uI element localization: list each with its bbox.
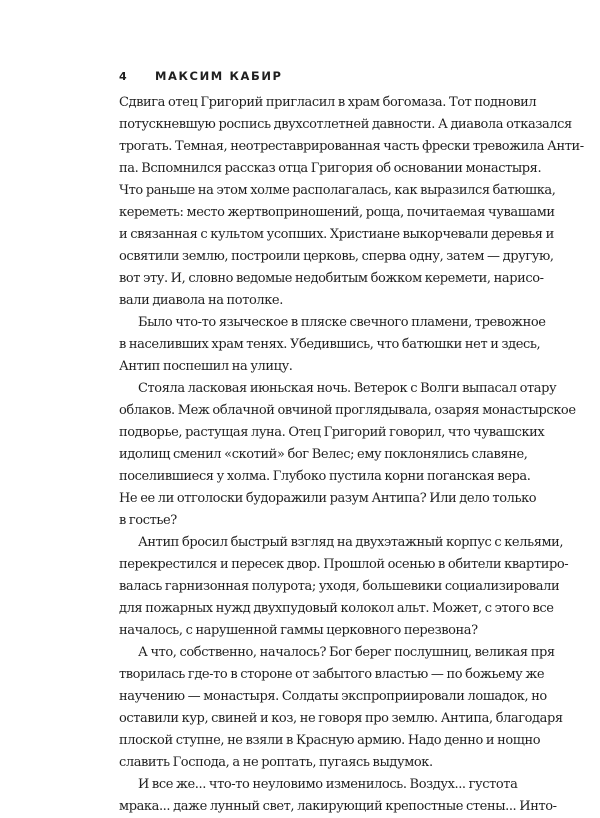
text-line: Было что-то языческое в пляске свечного пламени, тревожное (138, 315, 546, 330)
text-line: Не ее ли отголоски будоражили разум Антипа? Или дело только (119, 491, 537, 506)
text-line: вот эту. И, словно ведомые недобитым божком керемети, нарисо- (119, 271, 544, 286)
text-line: мрака... даже лунный свет, лакирующий крепостные стены... Инто- (119, 799, 557, 814)
text-line: Антип бросил быстрый взгляд на двухэтажный корпус с кельями, (138, 535, 564, 550)
paragraph (119, 92, 584, 312)
text-line: творилась где-то в стороне от забытого властью — по божьему же (119, 667, 545, 682)
text-line: трогать. Темная, неотреставрированная часть фрески тревожила Анти- (119, 139, 584, 154)
text-line: плоской ступне, не взяли в Красную армию. Надо денно и нощно (119, 733, 541, 748)
text-line: идолищ сменил «скотий» бог Велес; ему поклонялись славяне, (119, 447, 528, 462)
text-line: па. Вспомнился рассказ отца Григория об основании монастыря. (119, 161, 542, 176)
page-number: 4 (119, 69, 127, 83)
paragraph (119, 378, 576, 532)
text-line: потускневшую роспись двухсотлетней давности. А диавола отказался (119, 117, 572, 132)
text-line: поселившиеся у холма. Глубоко пустила корни поганская вера. (119, 469, 531, 484)
text-line: Стояла ласковая июньская ночь. Ветерок с Волги выпасал отару (138, 381, 557, 396)
text-line: Антип поспешил на улицу. (119, 359, 293, 374)
text-line: облаков. Меж облачной овчиной проглядывала, озаряя монастырское (119, 403, 576, 418)
text-line: освятили землю, построили церковь, сперва одну, затем — другую, (119, 249, 554, 264)
text-line: А что, собственно, началось? Бог берег послушниц, великая пря (138, 645, 555, 660)
paragraph (119, 774, 557, 818)
paragraph (119, 642, 563, 774)
paragraph (119, 532, 569, 642)
text-line: в населивших храм тенях. Убедившись, что батюшки нет и здесь, (119, 337, 541, 352)
text-line: перекрестился и пересек двор. Прошлой осенью в обители квартиро- (119, 557, 569, 572)
text-line: и связанная с культом усопших. Христиане выкорчевали деревья и (119, 227, 554, 242)
text-line: научению — монастыря. Солдаты экспроприировали лошадок, но (119, 689, 547, 704)
text-line: Что раньше на этом холме располагалась, как выразился батюшка, (119, 183, 556, 198)
text-line: подворье, растущая луна. Отец Григорий говорил, что чувашских (119, 425, 545, 440)
text-line: И все же... что-то неуловимо изменилось. Воздух... густота (138, 777, 518, 792)
text-line: валась гарнизонная полурота; уходя, большевики социализировали (119, 579, 560, 594)
text-line: оставили кур, свиней и коз, не говоря про землю. Антипа, благодаря (119, 711, 563, 726)
text-line: славить Господа, а не роптать, пугаясь выдумок. (119, 755, 433, 770)
text-line: вали диавола на потолке. (119, 293, 283, 308)
text-line: кереметь: место жертвоприношений, роща, почитаемая чувашами (119, 205, 555, 220)
author-name: МАКСИМ КАБИР (155, 69, 283, 83)
text-line: в гостье? (119, 513, 177, 528)
text-line: Сдвига отец Григорий пригласил в храм богомаза. Тот подновил (119, 95, 537, 110)
running-head (119, 68, 283, 84)
body-text (119, 92, 584, 818)
paragraph (119, 312, 546, 378)
text-line: началось, с нарушенной гаммы церковного перезвона? (119, 623, 478, 638)
text-line: для пожарных нужд двухпудовый колокол альт. Может, с этого все (119, 601, 554, 616)
